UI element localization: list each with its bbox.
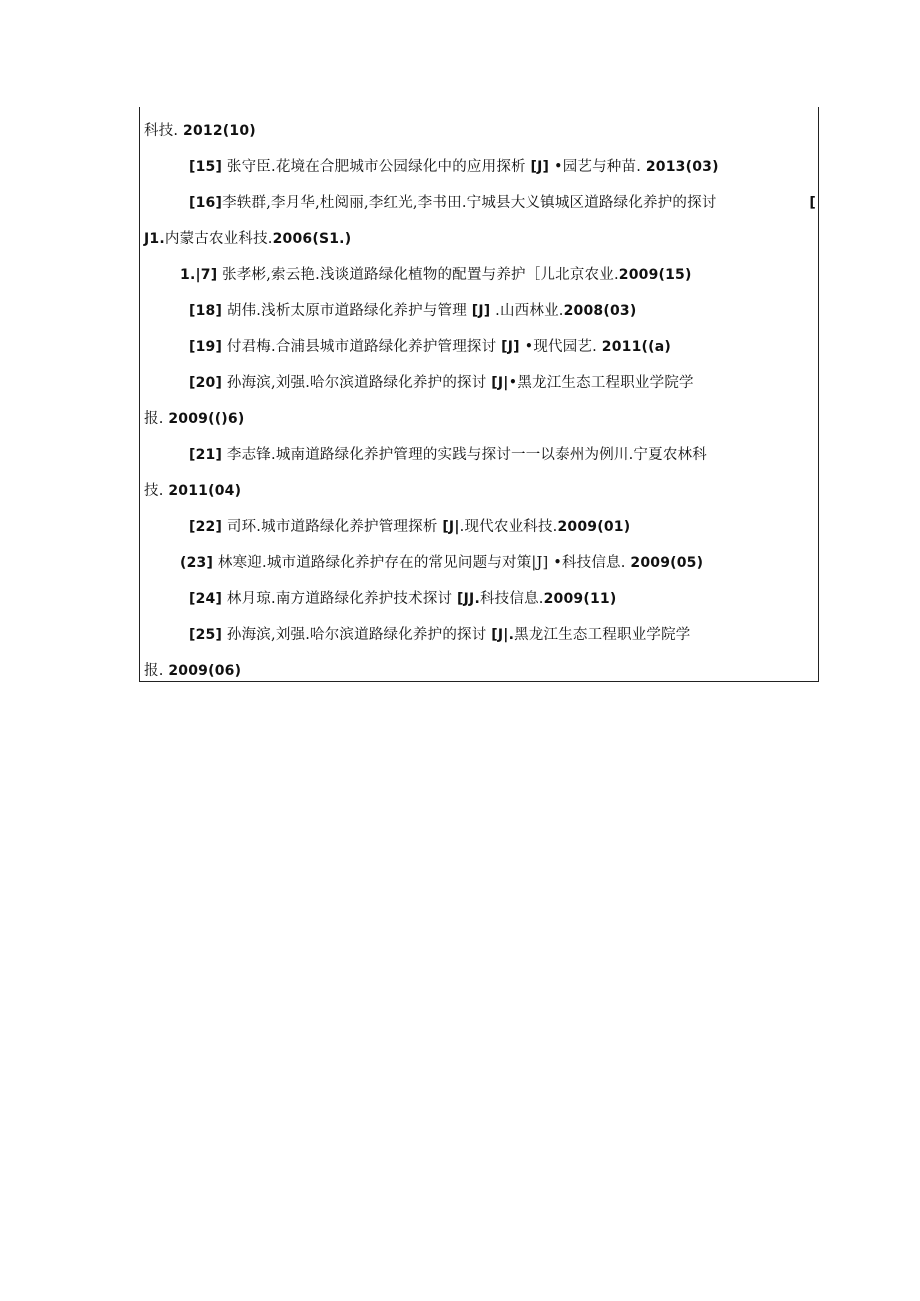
reference-22 bbox=[140, 517, 818, 537]
reference-number: [25] bbox=[189, 627, 223, 643]
reference-text: 付君梅.合浦县城市道路绿化养护管理探讨 bbox=[226, 339, 497, 355]
reference-journal: •科技信息. bbox=[553, 555, 626, 571]
reference-number: [16] bbox=[189, 195, 223, 211]
reference-year: 2009(15) bbox=[618, 267, 692, 283]
reference-year: 2011((a) bbox=[601, 339, 671, 355]
reference-text: 胡伟.浅析太原市道路绿化养护与管理 bbox=[226, 303, 467, 319]
reference-text: 张孝彬,索云艳.浅谈道路绿化植物的配置与养护［儿北京农业. bbox=[222, 267, 619, 283]
reference-20-continuation bbox=[140, 409, 818, 429]
reference-25-continuation bbox=[140, 661, 818, 681]
reference-text: 科技. bbox=[144, 123, 179, 139]
references-box bbox=[139, 107, 819, 682]
reference-24 bbox=[140, 589, 818, 609]
reference-number: (23] bbox=[180, 555, 214, 571]
reference-text: 报. bbox=[144, 663, 164, 679]
reference-journal: 内蒙古农业科技. bbox=[164, 231, 273, 247]
reference-year: 2012(10) bbox=[183, 123, 256, 139]
reference-text: 张守臣.花境在合肥城市公园绿化中的应用探析 bbox=[226, 159, 526, 175]
reference-16 bbox=[140, 193, 818, 213]
reference-type-tag: [J] bbox=[530, 159, 550, 175]
reference-year: 2013(03) bbox=[645, 159, 719, 175]
reference-year: 2009(05) bbox=[630, 555, 704, 571]
reference-21 bbox=[140, 445, 818, 465]
reference-year: 2009(11) bbox=[543, 591, 617, 607]
reference-text: 李志锋.城南道路绿化养护管理的实践与探讨一一以泰州为例川.宁夏农林科 bbox=[226, 447, 707, 463]
reference-19 bbox=[140, 337, 818, 357]
reference-year: 2006(S1.) bbox=[272, 231, 352, 247]
reference-text: 报. bbox=[144, 411, 164, 427]
reference-type-tag: [J] bbox=[471, 303, 491, 319]
reference-text: 孙海滨,刘强.哈尔滨道路绿化养护的探讨 bbox=[226, 627, 487, 643]
reference-number: [21] bbox=[189, 447, 223, 463]
reference-number: [20] bbox=[189, 375, 223, 391]
reference-type-tag: [J] bbox=[501, 339, 520, 355]
reference-journal: •现代园艺. bbox=[524, 339, 597, 355]
reference-text: 林寒迎.城市道路绿化养护存在的常见问题与对策|J] bbox=[217, 555, 549, 571]
reference-text: 技. bbox=[144, 483, 164, 499]
reference-journal: .现代农业科技. bbox=[459, 519, 558, 535]
reference-14-continuation bbox=[140, 121, 818, 141]
reference-journal: •园艺与种苗. bbox=[553, 159, 642, 175]
reference-number: [22] bbox=[189, 519, 223, 535]
reference-number: [19] bbox=[189, 339, 223, 355]
reference-type-tag: [J|. bbox=[491, 627, 515, 643]
reference-journal: 黑龙江生态工程职业学院学 bbox=[514, 627, 691, 643]
reference-15 bbox=[140, 157, 818, 177]
reference-17 bbox=[140, 265, 818, 285]
reference-16-continuation bbox=[140, 229, 818, 249]
reference-25 bbox=[140, 625, 818, 645]
reference-type-tag: [J| bbox=[442, 519, 460, 535]
reference-type-tag: [JJ. bbox=[457, 591, 480, 607]
reference-text: 孙海滨,刘强.哈尔滨道路绿化养护的探讨 bbox=[226, 375, 487, 391]
reference-20 bbox=[140, 373, 818, 393]
reference-21-continuation bbox=[140, 481, 818, 501]
reference-type-tag: [J| bbox=[491, 375, 509, 391]
reference-23 bbox=[140, 553, 818, 573]
reference-type-tag: [ bbox=[809, 195, 816, 211]
reference-number: 1.|7] bbox=[180, 267, 218, 283]
reference-text: 林月琼.南方道路绿化养护技术探讨 bbox=[226, 591, 453, 607]
reference-number: [15] bbox=[189, 159, 223, 175]
reference-year: 2009(01) bbox=[557, 519, 631, 535]
reference-journal: .山西林业. bbox=[495, 303, 564, 319]
reference-text: 司环.城市道路绿化养护管理探析 bbox=[226, 519, 438, 535]
reference-text: 李轶群,李月华,杜阅丽,李红光,李书田.宁城县大义镇城区道路绿化养护的探讨 bbox=[222, 195, 717, 211]
reference-year: 2011(04) bbox=[168, 483, 242, 499]
reference-journal: 科技信息. bbox=[479, 591, 544, 607]
reference-18 bbox=[140, 301, 818, 321]
reference-year: 2008(03) bbox=[563, 303, 637, 319]
reference-year: 2009(06) bbox=[168, 663, 242, 679]
reference-year: 2009(()6) bbox=[168, 411, 245, 427]
reference-number: [18] bbox=[189, 303, 223, 319]
reference-type-tag: J1. bbox=[144, 231, 165, 247]
reference-journal: •黑龙江生态工程职业学院学 bbox=[508, 375, 694, 391]
reference-number: [24] bbox=[189, 591, 223, 607]
